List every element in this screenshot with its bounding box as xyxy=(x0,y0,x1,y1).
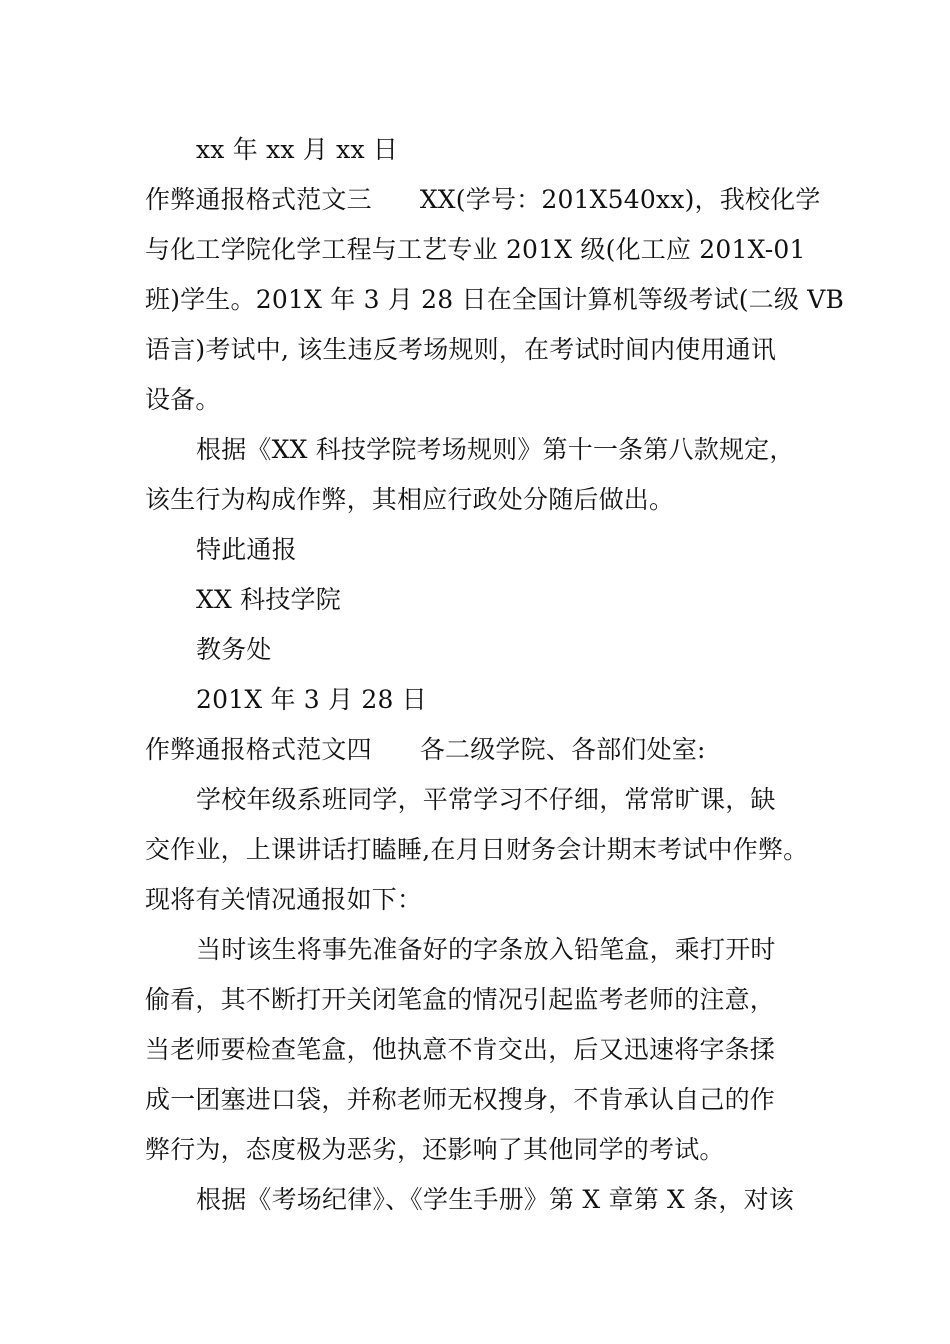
signature-school: XX 科技学院 xyxy=(196,585,341,614)
paragraph-line: 根据《考场纪律》、《学生手册》第 X 章第 X 条，对该 xyxy=(196,1185,794,1214)
paragraph-line: 弊行为，态度极为恶劣，还影响了其他同学的考试。 xyxy=(145,1135,725,1164)
sample4-first-line xyxy=(145,733,815,767)
paragraph-line: 现将有关情况通报如下： xyxy=(145,885,423,914)
paragraph-line: 当老师要检查笔盒，他执意不肯交出，后又迅速将字条揉 xyxy=(145,1035,776,1064)
paragraph-line: 班)学生。201X 年 3 月 28 日在全国计算机等级考试(二级 VB xyxy=(145,285,845,314)
date-line: xx 年 xx 月 xx 日 xyxy=(196,135,399,164)
paragraph-text: XX(学号：201X540xx)，我校化学 xyxy=(419,185,821,214)
paragraph-line: 与化工学院化学工程与工艺专业 201X 级(化工应 201X-01 xyxy=(145,235,806,264)
sample3-first-line xyxy=(145,183,821,217)
paragraph-line: 交作业，上课讲话打瞌睡,在月日财务会计期末考试中作弊。 xyxy=(145,835,809,864)
signature-date: 201X 年 3 月 28 日 xyxy=(196,685,427,714)
sample3-heading: 作弊通报格式范文三 xyxy=(145,185,372,214)
paragraph-line: 当时该生将事先准备好的字条放入铅笔盒，乘打开时 xyxy=(196,935,776,964)
paragraph-line: 该生行为构成作弊，其相应行政处分随后做出。 xyxy=(145,485,675,514)
paragraph-line: 设备。 xyxy=(145,385,221,414)
sample4-heading: 作弊通报格式范文四 xyxy=(145,735,372,764)
paragraph-line: 学校年级系班同学，平常学习不仔细，常常旷课，缺 xyxy=(196,785,776,814)
paragraph-line: 偷看，其不断打开关闭笔盒的情况引起监考老师的注意， xyxy=(145,985,776,1014)
signature-office: 教务处 xyxy=(196,635,272,664)
salutation: 各二级学院、各部们处室: xyxy=(419,735,706,764)
paragraph-line: 成一团塞进口袋，并称老师无权搜身，不肯承认自己的作 xyxy=(145,1085,776,1114)
notice-closing: 特此通报 xyxy=(196,535,297,564)
paragraph-line: 根据《XX 科技学院考场规则》第十一条第八款规定， xyxy=(196,435,795,464)
paragraph-line: 语言)考试中, 该生违反考场规则，在考试时间内使用通讯 xyxy=(145,335,777,364)
